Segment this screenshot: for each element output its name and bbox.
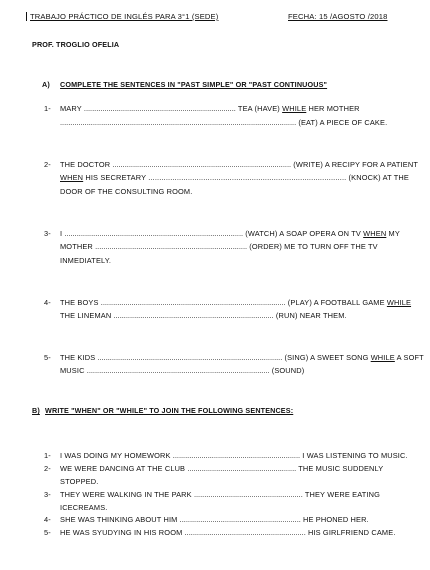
question-number: 5- [44,353,51,362]
join-sentence-line [60,528,396,537]
sentence-text: (SOUND) [269,366,305,375]
sentence-text: HIS SECRETARY .......................................................................................... (KNOCK) AT THE [83,173,409,182]
sentence-text: THE DOCTOR [60,160,113,169]
sentence-text: MOTHER [60,242,96,251]
sentence-line [60,187,192,196]
sentence-line [60,256,111,265]
sentence-text: TEA (HAVE) [235,104,283,113]
question-number: 1- [44,104,51,113]
question-number: 5- [44,528,51,537]
sentence-line [60,298,411,307]
answer-blank[interactable]: ......................................................................................... [86,366,270,375]
sentence-line [60,104,360,113]
sentence-text: THE BOYS [60,298,101,307]
join-sentence-line [60,503,107,512]
sentence-line [60,366,304,375]
section-b-heading [32,406,293,415]
sentence-line [60,242,378,251]
sentence-text: THE MUSIC SUDDENLY [296,464,384,473]
sentence-text: (EAT) A PIECE OF CAKE. [296,118,388,127]
question-number: 2- [44,160,51,169]
answer-blank[interactable]: ................................................................................................................... [60,118,297,127]
sentence-line [60,160,418,169]
sentence-text: (SING) A SWEET SONG [282,353,371,362]
answer-blank[interactable]: ....................................................................................... [112,160,292,169]
question-number: 3- [44,490,51,499]
connector-word: WHEN [60,173,84,182]
sentence-text: WE WERE DANCING AT THE CLUB [60,464,188,473]
sentence-text: (ORDER) ME TO TURN OFF THE TV [247,242,378,251]
sentence-text: THEY WERE EATING [302,490,381,499]
join-sentence-line [60,451,408,460]
sentence-text: MUSIC [60,366,87,375]
answer-blank[interactable]: .......................................................................................... [97,353,283,362]
answer-blank[interactable]: .......................................................................... [83,104,236,113]
answer-blank[interactable]: .......................................................................................... [100,298,286,307]
section-a-title: COMPLETE THE SENTENCES IN "PAST SIMPLE" OR "PAST CONTINUOUS" [60,80,328,89]
join-sentence-line [60,477,98,486]
sentence-line [60,173,409,182]
section-a-label: A) [42,80,50,89]
sentence-line [60,118,387,127]
teacher-name: PROF. TROGLIO OFELIA [32,40,120,49]
worksheet-title [26,12,218,21]
sentence-text: HER MOTHER [306,104,360,113]
sentence-text: MARY [60,104,84,113]
sentence-text: THE KIDS [60,353,98,362]
question-number: 4- [44,298,51,307]
question-number: 4- [44,515,51,524]
sentence-text: STOPPED. [60,477,99,486]
sentence-text: I WAS LISTENING TO MUSIC. [300,451,408,460]
sentence-text: (WATCH) A SOAP OPERA ON TV [243,229,364,238]
sentence-text: INMEDIATELY. [60,256,112,265]
sentence-line [60,353,424,362]
sentence-text: (PLAY) A FOOTBALL GAME [285,298,387,307]
date-field [288,12,388,21]
question-number: 3- [44,229,51,238]
answer-blank[interactable]: ........................................................... [179,515,301,524]
sentence-text: A SOFT [394,353,424,362]
sentence-line [60,311,347,320]
question-number: 1- [44,451,51,460]
join-sentence-line [60,464,383,473]
answer-blank[interactable]: .......................................................................... [95,242,248,251]
sentence-text: THE LINEMAN [60,311,114,320]
answer-blank[interactable]: ....................................................................................... [64,229,244,238]
answer-blank[interactable]: ..................................................... [187,464,297,473]
question-number: 2- [44,464,51,473]
sentence-text: DOOR OF THE CONSULTING ROOM. [60,187,193,196]
sentence-text: MY [386,229,400,238]
worksheet-title-text: TRABAJO PRÁCTICO DE INGLÉS PARA 3°1 (SEDE) [30,12,219,21]
answer-blank[interactable]: ..................................................... [193,490,303,499]
section-b-label: B) [32,406,40,415]
connector-word: WHILE [386,298,412,307]
answer-blank[interactable]: ........................................................... [184,528,306,537]
join-sentence-line [60,515,369,524]
join-sentence-line [60,490,380,499]
sentence-text: HE WAS SYUDYING IN HIS ROOM [60,528,185,537]
date-text: FECHA: 15 /AGOSTO /2018 [288,12,388,21]
sentence-text: (RUN) NEAR THEM. [273,311,347,320]
sentence-line [60,229,400,238]
sentence-text: HE PHONED HER. [300,515,369,524]
sentence-text: (WRITE) A RECIPY FOR A PATIENT [291,160,419,169]
sentence-text: THEY WERE WALKING IN THE PARK [60,490,194,499]
connector-word: WHEN [363,229,387,238]
answer-blank[interactable]: .............................................................. [172,451,301,460]
sentence-text: I WAS DOING MY HOMEWORK [60,451,173,460]
connector-word: WHILE [282,104,307,113]
sentence-text: I [60,229,65,238]
section-b-title: WRITE "WHEN" OR "WHILE" TO JOIN THE FOLLOWING SENTENCES: [45,406,294,415]
sentence-text: SHE WAS THINKING ABOUT HIM [60,515,180,524]
section-a-heading [42,80,327,89]
sentence-text: HIS GIRLFRIEND CAME. [305,528,396,537]
sentence-text: ICECREAMS. [60,503,108,512]
answer-blank[interactable]: .............................................................................. [113,311,274,320]
connector-word: WHILE [370,353,395,362]
